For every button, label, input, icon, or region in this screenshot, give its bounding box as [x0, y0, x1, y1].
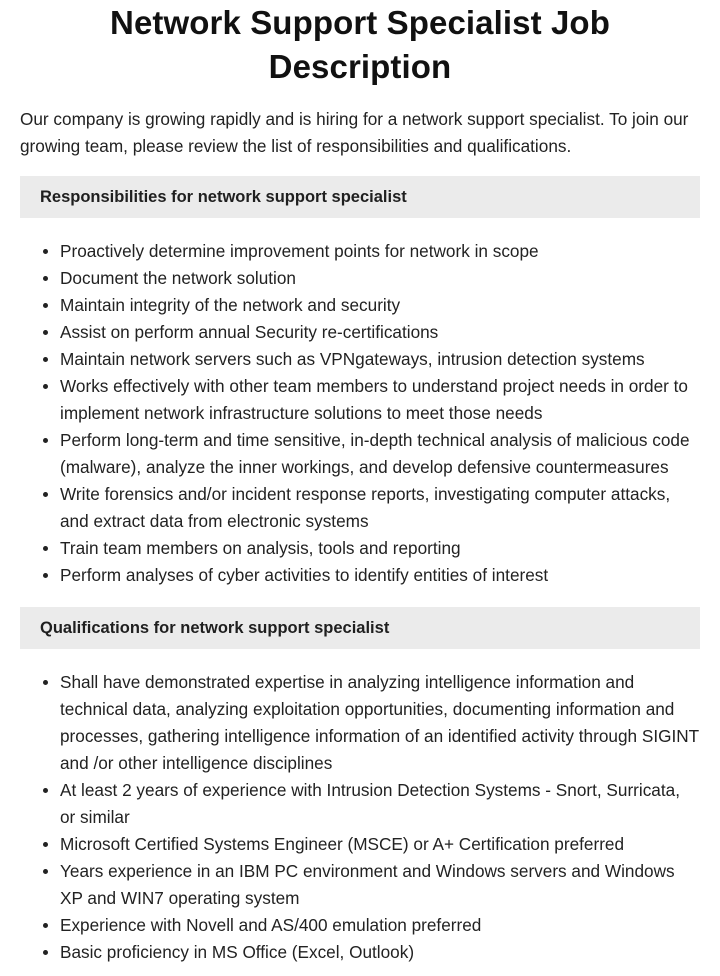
list-item: Basic proficiency in MS Office (Excel, Outlook): [60, 939, 700, 966]
list-item: Write forensics and/or incident response reports, investigating computer attacks, and extract data from electronic systems: [60, 481, 700, 535]
list-item: Assist on perform annual Security re-certifications: [60, 319, 700, 346]
qualifications-list: [20, 669, 700, 966]
list-item: Perform long-term and time sensitive, in-depth technical analysis of malicious code (malware), analyze the inner workings, and develop defensive countermeasures: [60, 427, 700, 481]
qualifications-heading: Qualifications for network support specialist: [20, 607, 700, 649]
responsibilities-heading: Responsibilities for network support specialist: [20, 176, 700, 218]
list-item: Works effectively with other team members to understand project needs in order to implement network infrastructure solutions to meet those needs: [60, 373, 700, 427]
list-item: Maintain integrity of the network and security: [60, 292, 700, 319]
responsibilities-list: [20, 238, 700, 589]
list-item: Maintain network servers such as VPNgateways, intrusion detection systems: [60, 346, 700, 373]
list-item: Proactively determine improvement points for network in scope: [60, 238, 700, 265]
intro-paragraph: Our company is growing rapidly and is hiring for a network support specialist. To join our growing team, please review the list of responsibilities and qualifications.: [20, 109, 689, 156]
list-item: Years experience in an IBM PC environment and Windows servers and Windows XP and WIN7 operating system: [60, 858, 700, 912]
list-item: Shall have demonstrated expertise in analyzing intelligence information and technical data, analyzing exploitation opportunities, documenting information and processes, gathering intelligence information of an identified activity through SIGINT and /or other intelligence disciplines: [60, 669, 700, 777]
list-item: Perform analyses of cyber activities to identify entities of interest: [60, 562, 700, 589]
list-item: At least 2 years of experience with Intrusion Detection Systems - Snort, Surricata, or similar: [60, 777, 700, 831]
list-item: Experience with Novell and AS/400 emulation preferred: [60, 912, 700, 939]
list-item: Train team members on analysis, tools and reporting: [60, 535, 700, 562]
page-title: Network Support Specialist Job Description: [110, 4, 610, 85]
list-item: Microsoft Certified Systems Engineer (MSCE) or A+ Certification preferred: [60, 831, 700, 858]
list-item: Document the network solution: [60, 265, 700, 292]
